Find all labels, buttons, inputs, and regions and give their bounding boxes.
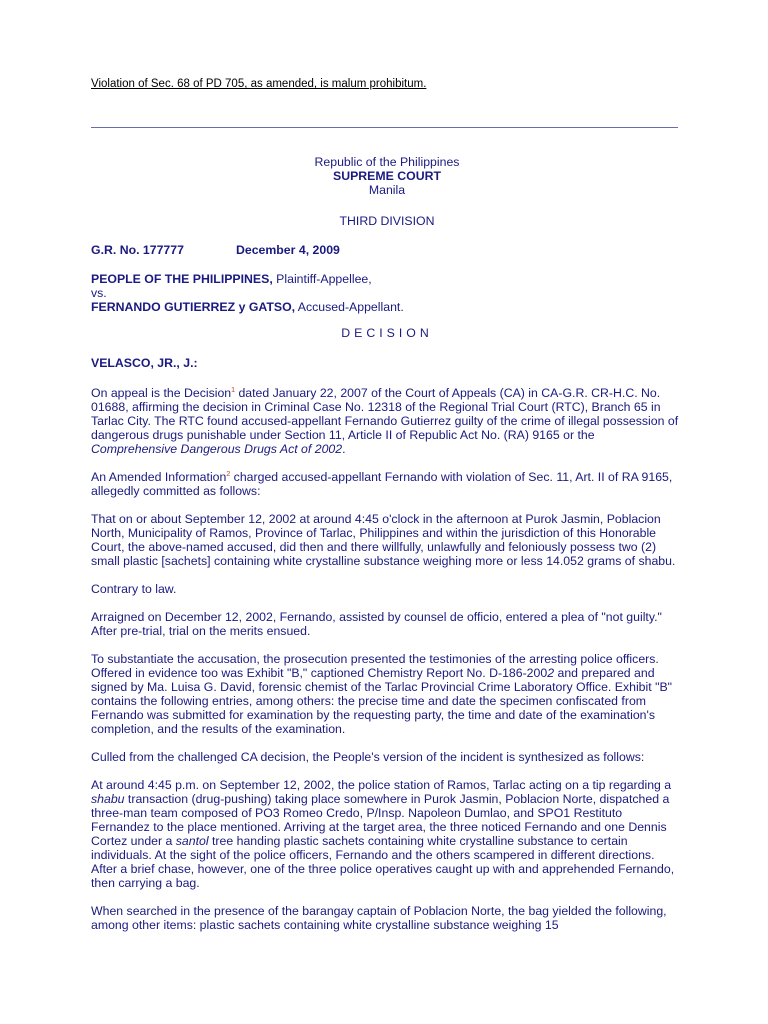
paragraph-2: An Amended Information$^2$ charged accused-appellant Fernando with violation of Sec. 11, Art. II of RA 9165, allegedly committed as follows:	[91, 470, 673, 498]
paragraph-5: Arraigned on December 12, 2002, Fernando, assisted by counsel de officio, entered a plea of "not guilty." After pre-trial, trial on the merits ensued.	[91, 610, 662, 638]
paragraph-3: That on or about September 12, 2002 at around 4:45 o'clock in the afternoon at Purok Jasmin, Poblacion North, Municipality of Ramos, Province of Tarlac, Philippines and within the jurisdiction of this Honorable Court, the above-named accused, did then and there willfully, unlawfully and feloniously possess two (2) small plastic [sachets] containing white crystalline substance weighing more or less 14.052 grams of shabu.	[91, 512, 676, 568]
plaintiff-role: Plaintiff-Appellee,	[272, 272, 372, 286]
plaintiff-name: PEOPLE OF THE PHILIPPINES,	[91, 272, 273, 286]
paragraph-1: On appeal is the Decision$^1$ dated January 22, 2007 of the Court of Appeals (CA) in CA-G.R. CR-H.C. No. 01688, affirming the decision in Criminal Case No. 12318 of the Regional Trial Court (RTC), Branch 65 in Tarlac City. The RTC found accused-appellant Fernando Gutierrez guilty of the crime of illegal possession of dangerous drugs punishable under Section 11, Article II of Republic Act No. (RA) 9165 or the Comprehensive Dangerous Drugs Act of 2002.	[91, 386, 679, 456]
decision-title: DECISION	[341, 326, 433, 340]
paragraph-8: At around 4:45 p.m. on September 12, 2002, the police station of Ramos, Tarlac acting on a tip regarding a shabu transaction (drug-pushing) taking place somewhere in Purok Jasmin, Poblacion Norte, dispatched a three-man team composed of PO3 Romeo Credo, P/Insp. Napoleon Dumlao, and SPO1 Restituto Fernandez to the place mentioned. Arriving at the target area, the three noticed Fernando and one Dennis Cortez under a santol tree handing plastic sachets containing white crystalline substance to certain individuals. At the sight of the police officers, Fernando and the others scampered in different directions. After a brief chase, however, one of the three police operatives caught up with and apprehended Fernando, then carrying a bag.	[91, 778, 675, 890]
case-number-line	[91, 243, 683, 257]
decision-date: December 4, 2009	[235, 243, 340, 257]
parties	[91, 272, 683, 314]
header-note: Violation of Sec. 68 of PD 705, as amended, is malum prohibitum.	[91, 78, 427, 90]
ponente: VELASCO, JR., J.:	[91, 356, 198, 370]
court-city: Manila	[368, 183, 406, 197]
court-name: SUPREME COURT	[333, 169, 441, 183]
accused-name: FERNANDO GUTIERREZ y GATSO,	[91, 300, 296, 314]
paragraph-7: Culled from the challenged CA decision, the People's version of the incident is synthesized as follows:	[91, 750, 645, 764]
footnote-link-1[interactable]: 1	[231, 386, 236, 394]
gr-number: G.R. No. 177777	[91, 243, 184, 257]
footnote-link-2[interactable]: 2	[226, 470, 231, 478]
paragraph-9: When searched in the presence of the barangay captain of Poblacion Norte, the bag yielded the following, among other items: plastic sachets containing white crystalline substance weighing 15	[91, 904, 667, 932]
republic-line: Republic of the Philippines	[314, 155, 460, 169]
decision-body	[91, 155, 683, 932]
court-caption	[91, 155, 683, 228]
paragraph-4: Contrary to law.	[91, 582, 177, 596]
paragraph-6: To substantiate the accusation, the prosecution presented the testimonies of the arresting police officers. Offered in evidence too was Exhibit "B," captioned Chemistry Report No. D-186-2002 and prepared and signed by Ma. Luisa G. David, forensic chemist of the Tarlac Provincial Crime Laboratory Office. Exhibit "B" contains the following entries, among others: the precise time and date the specimen confiscated from Fernando was submitted for examination by the requesting party, the time and date of the examination's completion, and the results of the examination.	[91, 652, 673, 736]
accused-role: Accused-Appellant.	[295, 300, 404, 314]
horizontal-rule	[91, 127, 678, 128]
division-name: THIRD DIVISION	[339, 214, 435, 228]
versus: vs.	[91, 286, 107, 300]
